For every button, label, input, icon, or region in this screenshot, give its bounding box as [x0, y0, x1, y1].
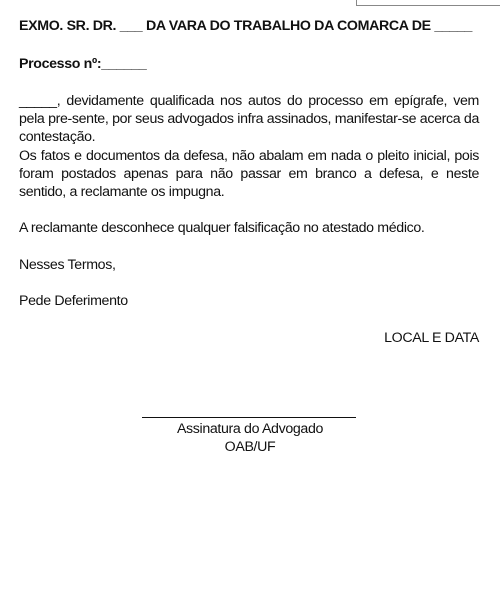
signature-block [0, 420, 500, 456]
signature-registration: OAB/UF [224, 439, 276, 455]
signature-name: Assinatura do Advogado [176, 421, 324, 437]
closing-terms: Nesses Termos, [19, 257, 116, 273]
signature-line [142, 417, 356, 418]
paragraph-manifestation: _____, devidamente qualificada nos autos do processo em epígrafe, vem pela pre-sente, por seus advogados infra assinados, manifestar-se acerca da contestação. [19, 93, 479, 145]
paragraph-forgery: A reclamante desconhece qualquer falsificação no atestado médico. [19, 220, 425, 236]
paragraph-facts: Os fatos e documentos da defesa, não abalam em nada o pleito inicial, pois foram postados apenas para não passar em branco a defesa, e neste sentido, a reclamante os impugna. [19, 148, 479, 200]
closing-request: Pede Deferimento [19, 293, 128, 309]
local-and-date: LOCAL E DATA [384, 330, 479, 346]
document-header: EXMO. SR. DR. ___ DA VARA DO TRABALHO DA COMARCA DE _____ [19, 18, 473, 34]
page-corner-border [356, 0, 500, 6]
process-number: Processo nº:______ [19, 56, 147, 72]
